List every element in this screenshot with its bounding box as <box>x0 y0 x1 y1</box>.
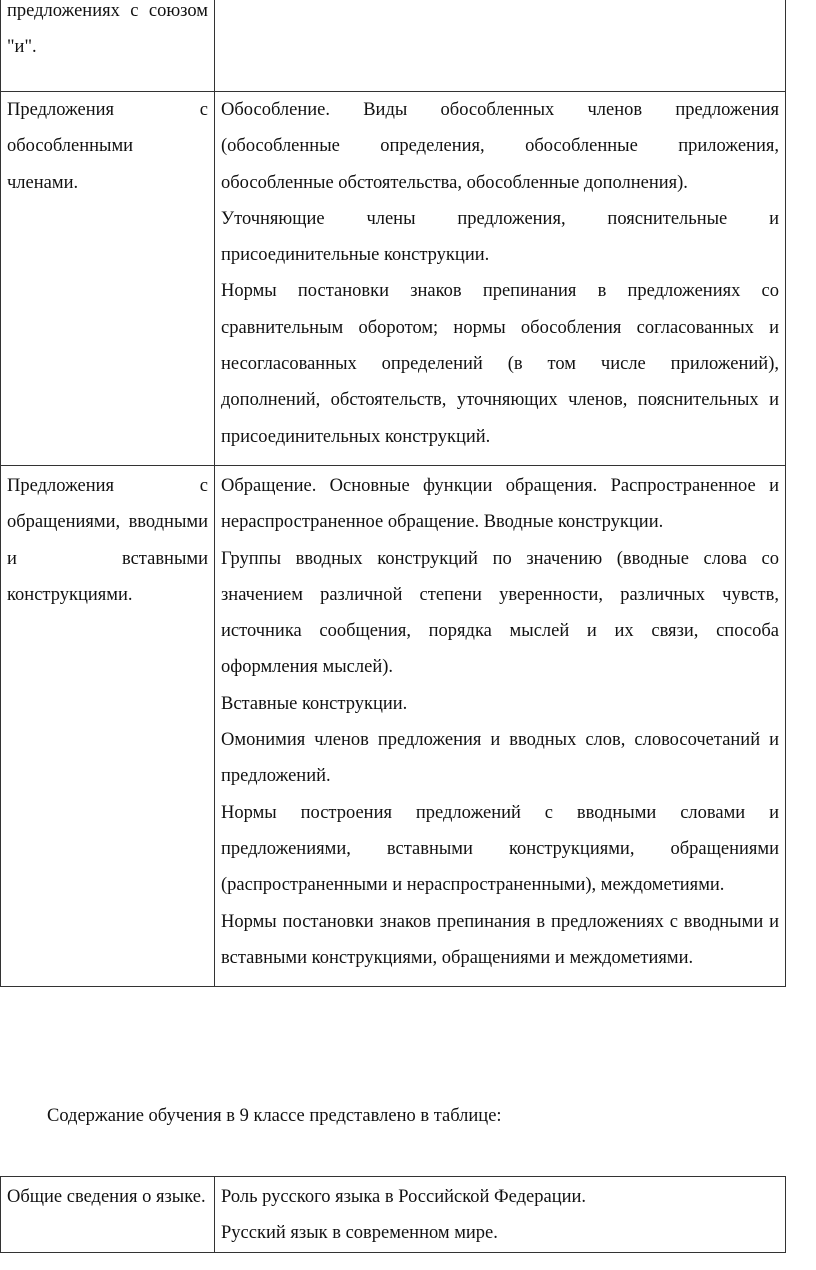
topic-cell <box>1 0 215 92</box>
content-paragraph: Омонимия членов предложения и вводных слов, словосочетаний и предложений. <box>221 730 779 787</box>
content-cell <box>215 0 786 92</box>
topic-cell <box>1 1177 215 1253</box>
topic-text: предложениях с союзом "и". <box>7 1 208 58</box>
table-row <box>1 1177 786 1253</box>
content-paragraph: Нормы постановки знаков препинания в предложениях с вводными и вставными конструкциями, обращениями и междометиями. <box>221 911 779 968</box>
content-paragraph: Нормы постановки знаков препинания в предложениях со сравнительным оборотом; нормы обособления согласованных и несогласованных определений (в том числе приложений), дополнений, обстоятельств, уточняющих членов, пояснительных и присоединительных конструкций. <box>221 281 779 447</box>
content-cell <box>215 1177 786 1253</box>
content-paragraph: Нормы построения предложений с вводными словами и предложениями, вставными конструкциями, обращениями (распространенными и нераспространенными), междометиями. <box>221 802 779 896</box>
table-row <box>1 92 786 466</box>
content-cell <box>215 465 786 986</box>
topic-cell <box>1 92 215 466</box>
topic-text: Предложения с обособленными членами. <box>7 100 208 193</box>
content-paragraph: Роль русского языка в Российской Федерации. <box>221 1187 587 1207</box>
content-paragraph: Русский язык в современном мире. <box>221 1223 498 1244</box>
content-paragraph: Группы вводных конструкций по значению (вводные слова со значением различной степени уверенности, различных чувств, источника сообщения, порядка мыслей и их связи, способа оформления мыслей). <box>221 548 779 678</box>
content-table-9 <box>0 1176 786 1253</box>
content-paragraph: Вставные конструкции. <box>221 693 408 714</box>
table-row <box>1 0 786 92</box>
intro-text: Содержание обучения в 9 классе представлено в таблице: <box>47 1106 502 1126</box>
content-paragraph: Уточняющие члены предложения, пояснительные и присоединительные конструкции. <box>221 208 779 266</box>
topic-cell <box>1 465 215 986</box>
content-paragraph: Обращение. Основные функции обращения. Распространенное и нераспространенное обращение. Вводные конструкции. <box>221 475 779 533</box>
content-cell <box>215 92 786 466</box>
table-row <box>1 465 786 986</box>
content-paragraph: Обособление. Виды обособленных членов предложения (обособленные определения, обособленные приложения, обособленные обстоятельства, обособленные дополнения). <box>221 100 779 193</box>
topic-text: Общие сведения о языке. <box>7 1187 206 1207</box>
topic-text: Предложения с обращениями, вводными и вставными конструкциями. <box>7 475 208 605</box>
